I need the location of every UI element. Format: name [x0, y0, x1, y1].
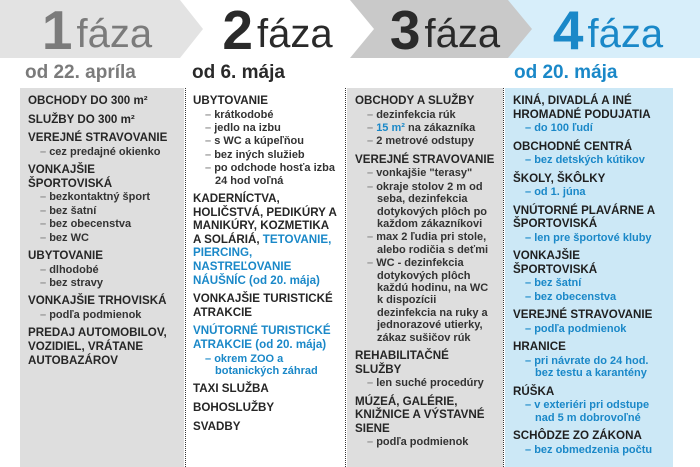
rule-heading-text: VEREJNÉ STRAVOVANIE	[28, 131, 168, 145]
rule-condition	[513, 399, 667, 424]
phase-3-number: 3	[389, 0, 420, 61]
phase-4-word: fáza	[587, 12, 664, 56]
rule-group	[28, 94, 178, 108]
rule-heading-text: SVADBY	[193, 419, 241, 433]
rule-condition-text: bez obecenstva	[49, 218, 132, 231]
rule-condition	[28, 191, 178, 203]
rule-heading	[193, 192, 339, 287]
rule-heading	[355, 349, 497, 376]
rule-condition-text: s WC a kúpeľňou	[214, 135, 304, 148]
rule-group	[28, 113, 178, 127]
rule-heading-text: UBYTOVANIE	[193, 94, 268, 107]
rule-heading	[28, 113, 178, 127]
rule-condition-text: podľa podmienok	[534, 322, 627, 335]
rule-group	[355, 94, 497, 148]
rule-heading-text: OBCHODNÉ CENTRÁ	[513, 139, 633, 153]
rule-condition-text: len suché procedúry	[376, 377, 484, 390]
rule-heading-text: VONKAJŠIE ŠPORTOVISKÁ	[28, 163, 113, 190]
rule-heading	[193, 94, 339, 108]
rule-condition	[513, 154, 667, 166]
rule-heading	[513, 340, 667, 354]
rule-condition-text: od 1. júna	[534, 186, 586, 199]
dash-bullet: –	[367, 167, 377, 180]
rule-condition	[28, 232, 178, 244]
rule-group	[355, 395, 497, 449]
rule-heading-text: VONKAJŠIE ŠPORTOVISKÁ	[513, 249, 598, 276]
dash-bullet: –	[40, 277, 50, 289]
phase-4-date: od 20. mája	[514, 62, 618, 83]
rule-group	[513, 94, 667, 135]
dash-bullet: –	[367, 180, 377, 193]
rule-condition	[28, 277, 178, 289]
rule-heading-text: VONKAJŠIE TRHOVISKÁ	[28, 294, 167, 308]
rule-condition-text: bez iných služieb	[214, 148, 305, 161]
dash-bullet: –	[525, 122, 535, 135]
rule-group	[193, 192, 339, 287]
column-divider	[345, 88, 346, 467]
rule-condition-text: dlhodobé	[49, 263, 99, 276]
rule-condition	[355, 377, 497, 389]
rule-group	[513, 308, 667, 335]
rule-heading	[513, 204, 667, 231]
rule-condition	[513, 323, 667, 335]
rule-heading-text: OBCHODY A SLUŽBY	[355, 94, 475, 107]
rule-condition	[355, 257, 497, 344]
rule-group	[193, 401, 339, 415]
dash-bullet: –	[525, 277, 535, 290]
rule-heading	[355, 94, 497, 108]
rule-group	[355, 153, 497, 344]
rule-heading-text: SCHÔDZE ZO ZÁKONA	[513, 429, 642, 442]
rule-heading	[193, 401, 339, 415]
dash-bullet: –	[367, 231, 377, 244]
phase-2-word: fáza	[256, 12, 333, 56]
dash-bullet: –	[205, 108, 215, 121]
dash-bullet: –	[367, 257, 377, 270]
rule-group	[513, 385, 667, 424]
rule-heading-text: TAXI SLUŽBA	[193, 382, 269, 396]
dash-bullet: –	[367, 377, 377, 390]
rule-condition-text: bezkontaktný šport	[49, 191, 151, 204]
rule-group	[513, 140, 667, 167]
phase-1-date: od 22. apríla	[25, 62, 136, 83]
rule-heading-text: SLUŽBY DO 300 m²	[28, 112, 135, 126]
rule-heading	[28, 94, 178, 108]
rule-heading-text: RÚŠKA	[513, 384, 555, 398]
rule-condition-highlight: 15 m²	[376, 122, 405, 134]
rule-condition	[193, 353, 339, 378]
dash-bullet: –	[367, 122, 377, 134]
phase-4-banner	[508, 0, 700, 61]
rule-condition	[193, 162, 339, 187]
dash-bullet: –	[205, 162, 215, 175]
rule-heading-text: HRANICE	[513, 340, 566, 354]
dash-bullet: –	[525, 290, 535, 303]
rule-heading-text: BOHOSLUŽBY	[193, 400, 275, 414]
rule-condition	[28, 205, 178, 217]
rule-heading-text: OBCHODY DO 300 m²	[28, 94, 148, 107]
rule-condition	[193, 109, 339, 121]
rule-condition	[513, 355, 667, 380]
rule-condition-text: bez obecenstva	[534, 290, 617, 303]
dash-bullet: –	[40, 191, 50, 204]
rule-condition	[193, 149, 339, 161]
column-divider	[185, 88, 186, 467]
rule-condition	[193, 135, 339, 147]
phase-1-column	[20, 88, 184, 467]
dash-bullet: –	[40, 218, 50, 231]
rule-heading-text: REHABILITAČNÉ SLUŽBY	[355, 349, 449, 376]
dash-bullet: –	[525, 322, 535, 335]
dash-bullet: –	[40, 145, 50, 158]
rule-condition	[355, 109, 497, 121]
rule-condition	[355, 122, 497, 134]
rule-heading	[513, 308, 667, 322]
dash-bullet: –	[525, 354, 535, 367]
dash-bullet: –	[367, 108, 377, 121]
rule-condition	[355, 167, 497, 179]
rule-condition	[28, 264, 178, 276]
rule-group	[513, 172, 667, 199]
rule-condition-text: krátkodobé	[214, 108, 274, 121]
rule-group	[28, 163, 178, 244]
rule-condition	[513, 291, 667, 303]
rule-condition	[513, 122, 667, 134]
dash-bullet: –	[367, 436, 377, 449]
rule-condition	[355, 436, 497, 448]
rule-condition-text: len pre športové kluby	[534, 231, 652, 244]
rule-group	[355, 349, 497, 390]
rule-heading-text: KADERNÍCTVA, HOLIČSTVÁ, PEDIKÚRY A MANIKÚRY, KOZMETIKA A SOLÁRIÁ,	[193, 192, 337, 246]
dash-bullet: –	[525, 399, 535, 412]
rule-heading-highlight: TETOVANIE, PIERCING, NASTREĽOVANIE NÁUŠNÍC (od 20. mája)	[193, 232, 332, 287]
rule-condition-text: 2 metrové odstupy	[376, 135, 474, 148]
rule-group	[193, 292, 339, 319]
rule-heading	[193, 420, 339, 434]
dash-bullet: –	[40, 204, 50, 217]
rule-condition	[513, 186, 667, 198]
rule-group	[513, 429, 667, 456]
rule-condition-text: pri návrate do 24 hod. bez testu a karantény	[534, 354, 649, 380]
rule-group	[28, 249, 178, 289]
rule-heading	[513, 385, 667, 399]
rule-condition-text: v exteriéri pri odstupe nad 5 m dobrovoľné	[534, 399, 650, 424]
rule-heading-text: VEREJNÉ STRAVOVANIE	[355, 152, 495, 166]
dash-bullet: –	[40, 231, 50, 244]
phase-4-column	[505, 88, 673, 467]
rule-condition	[513, 232, 667, 244]
rule-heading	[355, 395, 497, 436]
rule-heading	[28, 163, 178, 190]
rule-heading-highlight: VNÚTORNÉ TURISTICKÉ ATRAKCIE (od 20. mája)	[193, 324, 331, 351]
rule-condition	[28, 218, 178, 230]
rule-heading	[513, 94, 667, 121]
rule-condition	[193, 122, 339, 134]
phase-1-number: 1	[41, 0, 72, 61]
rule-condition-text: bez šatní	[534, 277, 582, 290]
phase-2-column	[187, 88, 345, 467]
dash-bullet: –	[40, 309, 50, 321]
dash-bullet: –	[525, 154, 535, 167]
phase-2-date: od 6. mája	[192, 62, 285, 83]
rule-condition-text: 15 m² na zákazníka	[376, 122, 476, 134]
rule-condition-text: bez WC	[49, 231, 89, 244]
rule-heading-text: ŠKOLY, ŠKÔLKY	[513, 171, 606, 185]
phase-2-number: 2	[222, 0, 252, 61]
rule-condition-text: podľa podmienok	[49, 309, 142, 321]
rule-group	[513, 340, 667, 379]
rule-group	[28, 131, 178, 158]
rule-heading-text: VONKAJŠIE TURISTICKÉ ATRAKCIE	[193, 292, 333, 319]
rule-heading-text: PREDAJ AUTOMOBILOV, VOZIDIEL, VRÁTANE AUTOBAZÁROV	[28, 326, 167, 367]
dash-bullet: –	[367, 135, 377, 148]
rule-heading	[28, 326, 178, 367]
rule-group	[513, 204, 667, 245]
rule-condition-text: do 100 ľudí	[534, 122, 593, 135]
rule-condition	[28, 309, 178, 321]
rule-condition-text: podľa podmienok	[376, 436, 469, 449]
rule-condition-text: dezinfekcia rúk	[376, 108, 456, 121]
dash-bullet: –	[205, 352, 215, 365]
rule-heading-text: VNÚTORNÉ PLAVÁRNE A ŠPORTOVISKÁ	[513, 203, 655, 231]
dash-bullet: –	[525, 186, 535, 199]
phase-3-word: fáza	[424, 12, 501, 56]
phase-4-number: 4	[552, 0, 583, 61]
rule-condition-text: vonkajšie "terasy"	[376, 167, 473, 180]
rule-condition-text: okraje stolov 2 m od seba, dezinfekcia dotykových plôch po každom zákazníkovi	[376, 180, 488, 231]
dash-bullet: –	[205, 148, 215, 161]
dash-bullet: –	[525, 443, 535, 456]
rule-condition-text: jedlo na izbu	[214, 122, 281, 134]
rule-group	[513, 249, 667, 303]
rule-condition-text: bez obmedzenia počtu	[534, 443, 653, 456]
rule-condition-text: okrem ZOO a botanických záhrad	[214, 352, 318, 377]
rule-heading-text: UBYTOVANIE	[28, 249, 103, 262]
rule-heading	[193, 324, 339, 351]
rule-heading	[28, 131, 178, 145]
dash-bullet: –	[40, 263, 50, 276]
rule-condition	[355, 135, 497, 147]
rule-condition	[355, 231, 497, 256]
column-divider	[503, 88, 504, 467]
rule-heading	[193, 382, 339, 396]
rule-condition-text: bez detských kútikov	[534, 154, 645, 167]
phase-3-column	[347, 88, 503, 467]
rule-group	[193, 382, 339, 396]
rule-condition-text: cez predajné okienko	[49, 145, 161, 158]
rule-group	[193, 94, 339, 187]
rule-heading	[513, 172, 667, 186]
rule-condition-text: WC - dezinfekcia dotykových plôch každú hodinu, na WC k dispozícii dezinfekcia na ruky a jednorazové utierky, zákaz sušičov rúk	[376, 257, 489, 344]
dash-bullet: –	[525, 231, 535, 244]
rule-heading-text: MÚZEÁ, GALÉRIE, KNIŽNICE A VÝSTAVNÉ SIENE	[355, 394, 485, 435]
rule-heading	[513, 249, 667, 276]
rule-heading	[513, 140, 667, 154]
rule-heading	[193, 292, 339, 319]
rule-condition-text: po odchode hosťa izba 24 hod voľná	[214, 162, 335, 187]
rule-group	[193, 324, 339, 377]
rule-group	[28, 294, 178, 321]
rule-heading-text: KINÁ, DIVADLÁ A INÉ HROMADNÉ PODUJATIA	[513, 94, 651, 121]
rule-heading	[355, 153, 497, 167]
rule-heading	[513, 429, 667, 443]
rule-heading	[28, 249, 178, 263]
rule-condition	[355, 181, 497, 231]
rule-heading	[28, 294, 178, 308]
rule-heading-text: VEREJNÉ STRAVOVANIE	[513, 308, 653, 322]
rule-condition	[513, 444, 667, 456]
rule-condition-text: max 2 ľudia pri stole, alebo rodičia s deťmi	[376, 231, 489, 256]
rule-group	[193, 420, 339, 434]
rule-condition	[28, 146, 178, 158]
dash-bullet: –	[205, 135, 215, 148]
dash-bullet: –	[205, 122, 215, 134]
rule-group	[28, 326, 178, 367]
phase-1-word: fáza	[76, 12, 153, 56]
rule-condition	[513, 277, 667, 289]
rule-condition-text: bez šatní	[49, 204, 97, 217]
rule-condition-text: bez stravy	[49, 277, 103, 289]
